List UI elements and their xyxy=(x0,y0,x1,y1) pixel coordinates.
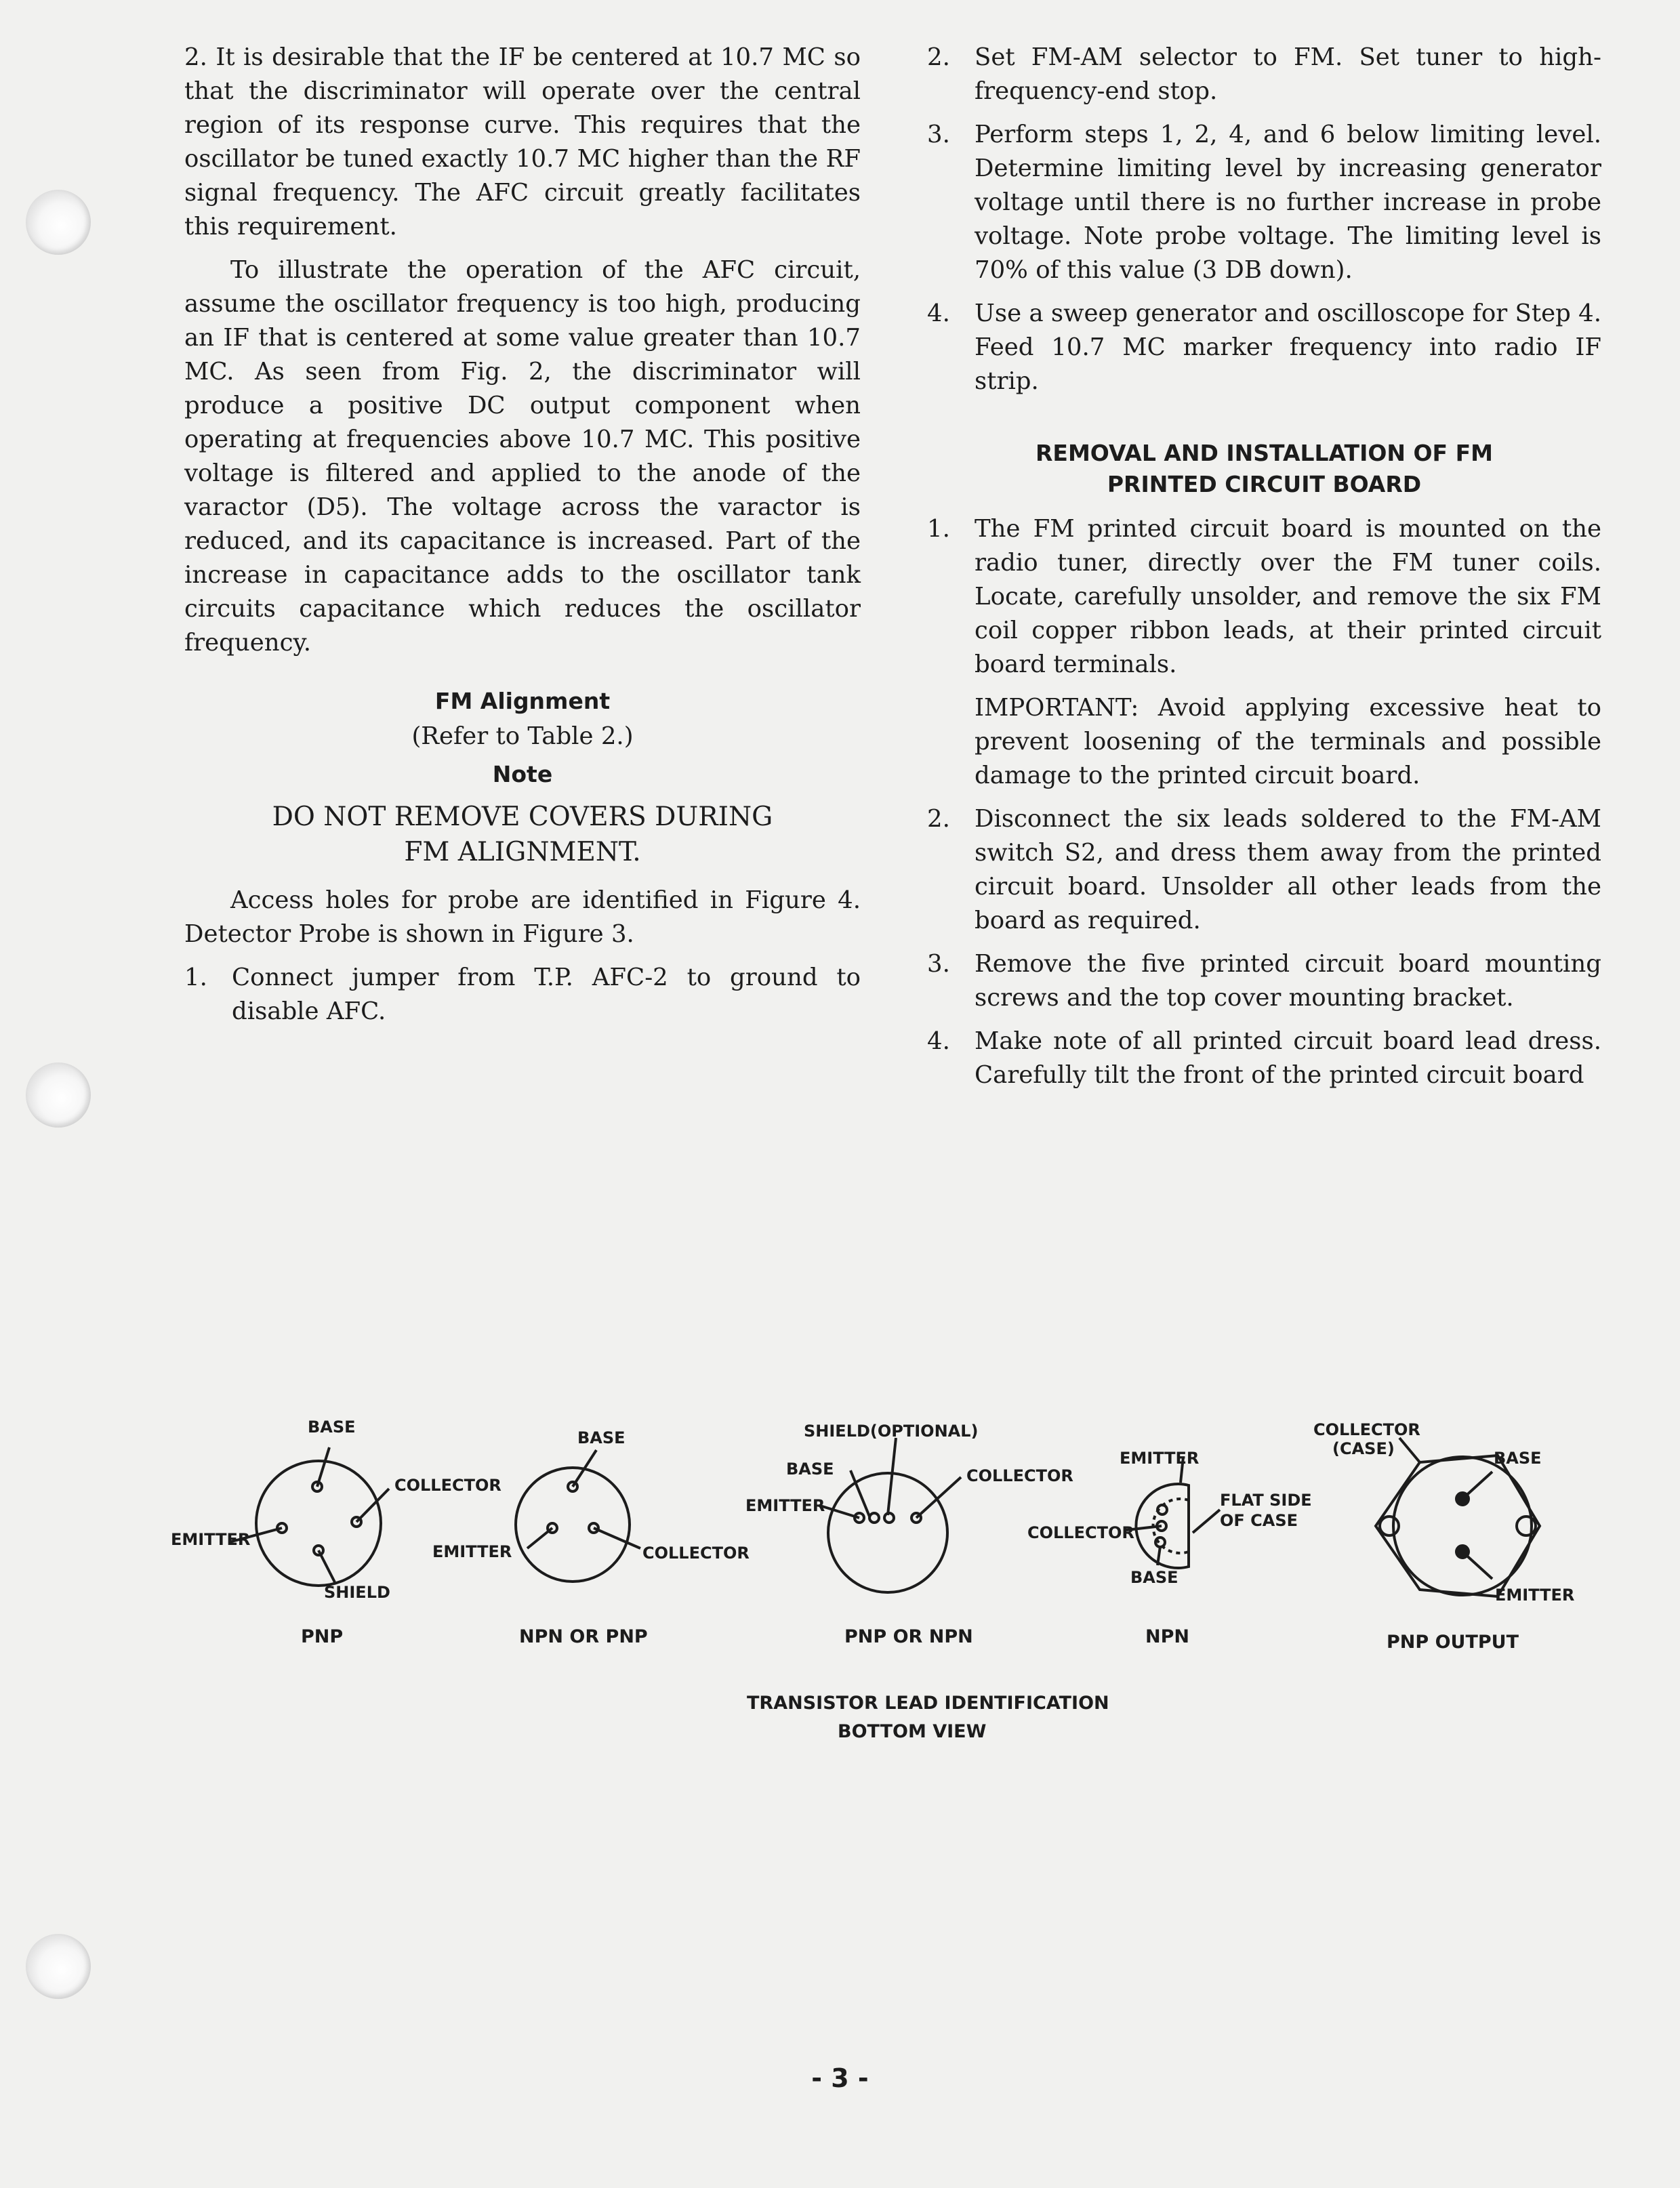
afc-paragraph-1: 2. It is desirable that the IF be centered at 10.7 MC so that the discriminator will operate over the central region of its response curve. This requires that the oscillator be tuned exactly 10.7 MC higher than the RF signal frequency. The AFC circuit greatly facilitates this requirement. xyxy=(184,43,861,241)
pnp-or-npn-caption: PNP OR NPN xyxy=(844,1626,973,1647)
step-text: Make note of all printed circuit board lead dress. Carefully tilt the front of the printed circuit board xyxy=(975,1027,1601,1089)
step-text: Set FM-AM selector to FM. Set tuner to high-frequency-end stop. xyxy=(975,43,1601,105)
step-number: 1. xyxy=(184,964,207,991)
alignment-step xyxy=(927,118,1601,287)
right-column xyxy=(927,41,1601,1102)
step-text: Perform steps 1, 2, 4, and 6 below limiting level. Determine limiting level by increasing generator voltage until there is no further increase in probe voltage. Note probe voltage. The limiting level is 70% of this value (3 DB down). xyxy=(975,121,1601,284)
pnp-or-npn-collector-label: COLLECTOR xyxy=(966,1466,1073,1485)
npn-of-case-label: OF CASE xyxy=(1220,1511,1298,1530)
page-number: - 3 - xyxy=(811,2063,869,2093)
step-text: Remove the five printed circuit board mounting screws and the top cover mounting bracket. xyxy=(975,950,1601,1012)
removal-step xyxy=(927,1025,1601,1092)
removal-heading-line-1: REMOVAL AND INSTALLATION OF FM xyxy=(1036,440,1493,466)
removal-step xyxy=(927,512,1601,682)
pnp-caption: PNP xyxy=(301,1626,344,1647)
binder-hole-bottom xyxy=(26,1934,91,1999)
pnp-shield-label: SHIELD xyxy=(324,1583,390,1602)
pnp-or-npn-base-pin xyxy=(869,1513,879,1523)
step-number: 2. xyxy=(927,805,950,833)
removal-step xyxy=(927,947,1601,1015)
step-number: 1. xyxy=(927,515,950,543)
pnp-output-emitter-label: EMITTER xyxy=(1495,1586,1575,1605)
probe-paragraph: Access holes for probe are identified in Figure 4. Detector Probe is shown in Figure 3. xyxy=(184,886,861,948)
important-note: IMPORTANT: Avoid applying excessive heat to prevent loosening of the terminals and possible damage to the printed circuit board. xyxy=(975,694,1601,789)
warning-line-1: DO NOT REMOVE COVERS DURING xyxy=(272,802,773,832)
removal-heading-line-2: PRINTED CIRCUIT BOARD xyxy=(1107,471,1422,497)
npn-emitter-label: EMITTER xyxy=(1120,1449,1200,1468)
pnp-or-npn-base-label: BASE xyxy=(786,1460,834,1479)
fm-alignment-subheading: (Refer to Table 2.) xyxy=(411,722,634,750)
pnp-output-base-pin xyxy=(1456,1493,1469,1505)
step-text: Use a sweep generator and oscilloscope for Step 4. Feed 10.7 MC marker frequency into radio IF strip. xyxy=(975,300,1601,395)
step-number: 4. xyxy=(927,300,950,327)
pnp-output-base-label: BASE xyxy=(1494,1449,1542,1468)
pnp-output-case-label: (CASE) xyxy=(1332,1439,1395,1458)
pnp-collector-label: COLLECTOR xyxy=(394,1476,501,1495)
step-text: Disconnect the six leads soldered to the FM-AM switch S2, and dress them away from the printed circuit board. Unsolder all other leads from the board as required. xyxy=(975,805,1601,934)
step-number: 3. xyxy=(927,950,950,978)
binder-hole-top xyxy=(26,190,91,255)
pnp-or-npn-shield-label: SHIELD(OPTIONAL) xyxy=(804,1422,979,1441)
step-text: Connect jumper from T.P. AFC-2 to ground to disable AFC. xyxy=(232,964,861,1025)
pnp-base-label: BASE xyxy=(308,1418,356,1437)
pnp-or-npn-emitter-label: EMITTER xyxy=(745,1496,825,1515)
removal-step xyxy=(927,802,1601,938)
pnp-output-collector-label: COLLECTOR xyxy=(1313,1420,1420,1439)
diagram-title-line-2: BOTTOM VIEW xyxy=(838,1721,987,1742)
npn-or-pnp-emitter-label: EMITTER xyxy=(432,1542,512,1561)
binder-hole-middle xyxy=(26,1062,91,1128)
step-number: 4. xyxy=(927,1027,950,1055)
npn-or-pnp-transistor-outline xyxy=(516,1450,640,1582)
npn-or-pnp-base-label: BASE xyxy=(577,1428,626,1447)
step-number: 2. xyxy=(927,43,950,71)
pnp-transistor-outline xyxy=(229,1447,389,1586)
fm-alignment-heading: FM Alignment xyxy=(434,688,611,714)
step-number: 3. xyxy=(927,121,950,148)
npn-base-label: BASE xyxy=(1130,1568,1179,1587)
pnp-emitter-label: EMITTER xyxy=(171,1530,251,1549)
transistor-lead-diagram xyxy=(0,1389,1680,1769)
note-heading: Note xyxy=(492,761,553,787)
npn-or-pnp-collector-label: COLLECTOR xyxy=(642,1544,750,1563)
npn-collector-label: COLLECTOR xyxy=(1027,1523,1134,1542)
pnp-output-emitter-pin xyxy=(1456,1546,1469,1558)
step-text: The FM printed circuit board is mounted on the radio tuner, directly over the FM tuner coils. Locate, carefully unsolder, and remove the six FM coil copper ribbon leads, at their printed circuit board terminals. xyxy=(975,515,1601,678)
npn-transistor-outline xyxy=(1126,1457,1220,1568)
alignment-step xyxy=(184,961,861,1029)
pnp-output-caption: PNP OUTPUT xyxy=(1387,1632,1519,1653)
npn-flat-side-label: FLAT SIDE xyxy=(1220,1491,1312,1510)
npn-or-pnp-caption: NPN OR PNP xyxy=(519,1626,648,1647)
warning-line-2: FM ALIGNMENT. xyxy=(404,837,641,867)
alignment-step xyxy=(927,297,1601,398)
left-column xyxy=(184,41,861,1038)
alignment-step xyxy=(927,41,1601,108)
warning-text xyxy=(184,800,861,870)
pnp-or-npn-transistor-outline xyxy=(820,1438,961,1592)
diagram-title-line-1: TRANSISTOR LEAD IDENTIFICATION xyxy=(747,1693,1109,1714)
afc-paragraph-2: To illustrate the operation of the AFC circuit, assume the oscillator frequency is too high, producing an IF that is centered at some value greater than 10.7 MC. As seen from Fig. 2, the discriminator will produce a positive DC output component when operating at frequencies above 10.7 MC. This positive voltage is filtered and applied to the anode of the varactor (D5). The voltage across the varactor is reduced, and its capacitance is increased. Part of the increase in capacitance adds to the oscillator tank circuits capacitance which reduces the oscillator frequency. xyxy=(184,256,861,657)
npn-caption: NPN xyxy=(1145,1626,1189,1647)
